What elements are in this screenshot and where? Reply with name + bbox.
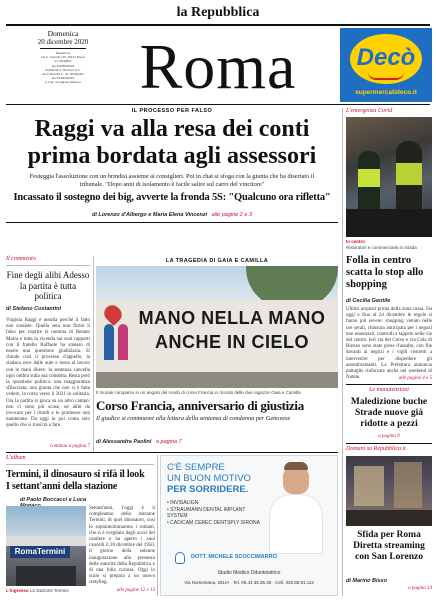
masthead-address-line: Pubblicità A. Manzoni & C. <box>45 67 81 72</box>
album-caption-label: L'ingresso <box>6 588 29 593</box>
lead-byline: di Lorenzo d'Albergo e Maria Elena Vincenzi <box>91 212 208 218</box>
masthead-address-line: e-mail: roma@repubblica.it <box>45 80 81 85</box>
city-title: Roma <box>139 31 297 102</box>
dental-ad[interactable] <box>160 455 338 596</box>
covid-body: Ultimi acquisti prima della zona rossa. Da oggi e fino al 24 dicembre le regole si fanno più severe: shopping vietato nelle ore serali, chiusura anticipata per i negozi non essenziali, controlli a tappeto nelle vie del centro. Ieri via del Corso e via Cola di Rienzo sono state prese d'assalto, con file davanti ai negozi e i vigili costretti a intervenire per disperdere gli assembramenti. La Prefettura annuncia pattuglie rinforzate anche nel weekend di Natale. <box>346 307 432 381</box>
masthead-rule <box>6 24 430 26</box>
manutenzioni-rule <box>346 443 432 444</box>
covid-photo-vest-1 <box>358 169 380 187</box>
commento-body: Virginia Raggi è assolta perché il fatto non sussiste. Quella sera non firmò il falso per coprire la nomina di Renato Marra e tutta la vicenda sui suoi rapporti con il fratello Raffaele ha smesso di essere una questione giudiziaria. Si chiude così il processo d'appello, la sindaca esce dalle aule e torna al lavoro con le mani libere: la sentenza cancella ogni ombra sulla sua condotta. Resta però la questione politica: una maggioranza sfilacciata, una giunta che non si è fatta vedere, la corsa verso il 2021 in solitaria. Ora la partita si gioca su un altro campo: non ci sono più scuse, né alibi da invocare per i ritardi e le promesse non mantenute. Da oggi in poi conta solo quello che si riuscirà a fare. <box>6 318 90 429</box>
lead-headline-2: prima bordata agli assessori <box>27 143 317 169</box>
covid-section: L'emergenza Covid <box>346 108 393 114</box>
masthead-bottom-rule <box>6 104 430 105</box>
dental-ad-line-3: PER SORRIDERE. <box>167 484 249 495</box>
album-page-ref[interactable]: alle pagine 12 e 13 <box>116 588 155 593</box>
lead-kicker: IL PROCESSO PER FALSO <box>131 108 213 114</box>
gaia-byline-row <box>96 439 338 445</box>
repubblica-it-photo-ground <box>346 510 432 526</box>
dental-ad-clinic: Studio Medico Odontoiatrico <box>217 570 281 576</box>
deco-url: supermercatideco.it <box>355 89 417 96</box>
commento-continue[interactable]: continua a pagina 7 <box>49 444 90 449</box>
lead-headline-1: Raggi va alla resa dei conti <box>34 116 310 142</box>
dental-ad-item: • STRAUMANN DENTAL IMPLANT SYSTEM <box>167 506 246 519</box>
masthead-date: 20 dicembre 2020 <box>37 38 89 46</box>
deco-smile-icon <box>368 72 404 80</box>
covid-photo <box>346 117 432 237</box>
repubblica-it-headline: Sfida per Roma Diretta streaming con San Lorenzo <box>353 530 425 562</box>
repubblica-it-photo-window-2 <box>394 462 422 508</box>
manutenzioni-section: Le manutenzioni <box>369 387 409 393</box>
lead-subhead: Festeggia l'assoluzione con un brindisi assieme ai consiglieri. Poi in chat si sfoga con la giunta che ha disertato il tribunale. "Dopo anni di isolamento è facile salire sul carro del vincitore" <box>29 173 315 188</box>
gaia-section: LA TRAGEDIA DI GAIA E CAMILLA <box>165 258 269 264</box>
covid-photo-crowd <box>346 209 432 237</box>
album-headline-2: I settant'anni della stazione <box>6 481 118 492</box>
covid-caption <box>346 239 432 250</box>
album-headline-1: Termini, il dinosauro si rifà il look <box>6 469 145 480</box>
covid-caption-text: Ristoratori e commercianti in strada <box>346 244 417 250</box>
gaia-photo <box>96 266 338 388</box>
masthead-address-line: tel. 06/49821 <box>54 59 72 64</box>
masthead-address-line: fax 06/49246401 <box>51 76 75 81</box>
dental-ad-line-1: C'È SEMPRE <box>167 462 225 473</box>
commento-byline: di Stefano Costantini <box>6 306 61 312</box>
manutenzioni-headline: Maledizione buche Strade nuove già ridotte a pezzi <box>350 397 428 429</box>
masthead-address-line: via di Novella 9 - tel. 06/492461 <box>41 72 85 77</box>
middle-rule <box>6 452 338 453</box>
repubblica-it-section: Domani su Repubblica.it <box>346 446 406 452</box>
lead-byline-row <box>6 212 338 218</box>
album-photo-people <box>16 566 76 586</box>
gaia-figure-left <box>104 324 114 360</box>
covid-headline: Folla in centro scatta lo stop allo shopping <box>346 255 424 290</box>
lead-second-headline: Incassato il sostegno dei big, avverte la fronda 5S: "Qualcuno ora rifletta" <box>13 192 331 203</box>
album-section: L'album <box>6 455 26 461</box>
repubblica-it-byline: di Marino Bisso <box>346 578 387 584</box>
commento-section: Il commento <box>6 256 36 262</box>
dental-ad-item: • INVISALIGN <box>167 500 199 506</box>
commento-headline: Fine degli alibi Adesso la partita è tutta politica <box>6 270 90 301</box>
repubblica-it-photo-window <box>354 466 384 506</box>
manutenzioni-page-ref[interactable]: a pagina 9 <box>378 434 400 439</box>
newspaper-name: la Repubblica <box>176 5 260 20</box>
dental-ad-address: Via Nomentana, 251/A · Tel. 06.44.36.35.36 · Cell. 339.88.91.112 <box>184 580 314 585</box>
repubblica-it-photo <box>346 456 432 526</box>
right-column-divider <box>342 108 343 596</box>
dental-ad-doctor-body <box>269 494 323 554</box>
dental-ad-doctor-name: DOTT. MICHELE SCOCCIMARRO <box>191 554 277 560</box>
deco-brand: Decò <box>356 44 416 71</box>
covid-rule <box>346 384 432 385</box>
repubblica-it-page-ref[interactable]: a pagina 14 <box>408 586 432 591</box>
gaia-headline: Corso Francia, anniversario di giustizia <box>96 398 304 413</box>
covid-photo-vest-2 <box>396 163 422 185</box>
masthead-address-line: Redazione <box>55 51 71 55</box>
dental-ad-item: • CAD/CAM CEREC DENTSPLY SIRONA <box>167 519 260 526</box>
left-column-divider <box>93 256 94 452</box>
album-photo <box>6 506 86 586</box>
masthead-address-line: via C. Colombo 90, 00147 Roma <box>41 55 85 60</box>
covid-page-ref[interactable]: alle pagine 4 e 5 <box>398 376 432 381</box>
covid-caption-label: In centro <box>346 239 366 244</box>
masthead-address-line: fax 06/49822923 <box>51 63 75 68</box>
album-body: Settant'anni, l'oggi è il compleanno della stazione Termini, di quel dinosauro, così lo soprannominarono i romani, che si è svegliato dagli scavi del cantiere e ha aperto i suoi cancelli il 20 dicembre del 1950, il giorno della solenne inaugurazione alla presenza delle autorità della Repubblica e di una folla curiosa. Oggi lo scalo si prepara a un nuovo restyling. <box>89 506 155 586</box>
album-photo-sign: RomaTermini <box>14 547 66 556</box>
commento-top-rule <box>6 265 90 266</box>
gaia-page-ref[interactable]: a pagina 7 <box>155 439 182 445</box>
album-top-rule <box>6 464 154 465</box>
gaia-figure-right <box>118 324 128 360</box>
covid-byline: di Cecilia Gentile <box>346 298 391 304</box>
deco-ad[interactable] <box>340 28 432 102</box>
album-ad-divider <box>157 455 158 596</box>
gaia-pavement <box>96 372 338 388</box>
gaia-mural-line-1: MANO NELLA MANO <box>138 308 326 328</box>
gaia-mural-line-2: ANCHE IN CIELO <box>154 332 309 352</box>
album-byline: di Paolo Boccacci e Luca <box>20 497 87 503</box>
gaia-byline: di Alessandra Paolini <box>96 439 152 445</box>
masthead-day: Domenica <box>47 29 79 38</box>
album-photo-canopy <box>6 536 86 546</box>
dental-ad-line-2: UN BUON MOTIVO <box>167 473 251 484</box>
dental-ad-items <box>167 500 263 526</box>
dental-ad-tooth-icon <box>175 552 185 564</box>
lead-page-ref[interactable]: alle pagine 2 e 3 <box>211 212 252 218</box>
lead-bottom-rule <box>6 222 338 223</box>
gaia-caption: Il murale comparso in un angolo del rondò di corso Francia in ricordo delle due ragazze Gaia e Camilla <box>96 390 301 395</box>
album-caption-text: La stazione Termini <box>29 588 69 593</box>
gaia-subhead: Il giudice si commuove alla lettura della sentenza di condanna per Genovese <box>96 415 291 422</box>
dental-ad-doctor-hair <box>284 462 308 470</box>
album-caption <box>6 588 96 594</box>
